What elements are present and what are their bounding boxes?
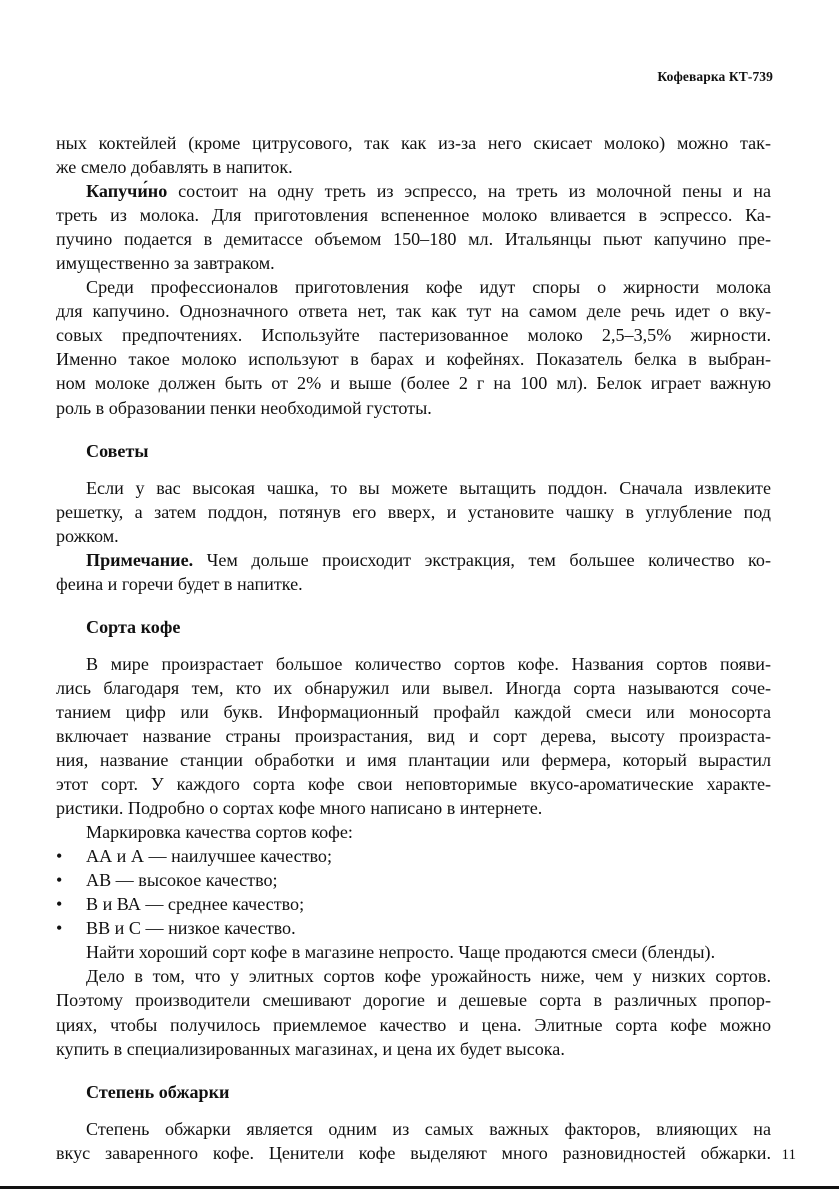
text-line: ния, название станции обработки и имя плантации или фермера, который вырастил: [56, 749, 771, 770]
paragraph-elite: [56, 964, 771, 1060]
paragraph-note: [56, 548, 771, 596]
page-number: 11: [781, 1147, 796, 1163]
text-segment: состоит на одну треть из эспрессо, на треть из молочной пены и на: [167, 181, 771, 202]
text-line: Именно такое молоко используют в барах и кофейнях. Показатель белка в выбран-: [56, 349, 771, 370]
section-heading-tips: Советы: [86, 440, 149, 461]
text-line: решетку, а затем поддон, потянув его вверх, и установите чашку в углубление под: [56, 501, 771, 522]
paragraph-cappuccino: [56, 179, 771, 275]
bullet-icon: •: [56, 918, 63, 939]
text-line: включает название страны произрастания, вид и сорт дерева, высоту произраста-: [56, 725, 771, 746]
text-line: этот сорт. У каждого сорта кофе свои неповторимые вкусо-ароматические характе-: [56, 774, 771, 795]
list-item-text: ВВ и С — низкое качество.: [86, 918, 296, 939]
text-line: Поэтому производители смешивают дорогие и дешевые сорта в различных пропор-: [56, 990, 771, 1011]
text-line: Степень обжарки является одним из самых важных факторов, влияющих на: [86, 1118, 771, 1139]
text-segment: Чем дольше происходит экстракция, тем большее количество ко-: [193, 549, 771, 570]
list-item: [56, 892, 771, 916]
term-cappuccino: Капучи́но: [86, 181, 168, 202]
paragraph-marking: [56, 820, 771, 844]
text-line: пучино подается в демитассе объемом 150–180 мл. Итальянцы пьют капучино пре-: [56, 229, 771, 250]
text-line: [56, 548, 771, 572]
text-line: [56, 179, 771, 203]
list-item-text: АА и А — наилучшее качество;: [86, 846, 332, 867]
paragraph-continuation: [56, 131, 771, 179]
paragraph-blends: [56, 940, 771, 964]
text-line: ристики. Подробно о сортах кофе много написано в интернете.: [56, 798, 543, 819]
text-line: рожком.: [56, 525, 119, 546]
list-item: [56, 868, 771, 892]
bullet-icon: •: [56, 846, 63, 867]
text-line: совых предпочтениях. Используйте пастеризованное молоко 2,5–3,5% жирности.: [56, 325, 771, 346]
paragraph-sorts: [56, 652, 771, 820]
paragraph-roast: [56, 1117, 771, 1165]
text-line: ных коктейлей (кроме цитрусового, так как из-за него скисает молоко) можно так-: [56, 133, 771, 153]
text-line: лись благодаря тем, кто их обнаружил или вывел. Иногда сорта называются соче-: [56, 677, 771, 698]
list-item-text: В и ВА — среднее качество;: [86, 894, 305, 915]
text-line: танием цифр или букв. Информационный профайл каждой смеси или моносорта: [56, 701, 771, 722]
text-line: В мире произрастает большое количество сортов кофе. Названия сортов появи-: [86, 653, 771, 674]
text-line: Если у вас высокая чашка, то вы можете вытащить поддон. Сначала извлеките: [86, 477, 771, 498]
note-label: Примечание.: [86, 549, 194, 570]
text-line: Найти хороший сорт кофе в магазине непросто. Чаще продаются смеси (бленды).: [86, 942, 716, 963]
text-line: купить в специализированных магазинах, и цена их будет высока.: [56, 1038, 565, 1059]
list-item: [56, 916, 771, 940]
text-line: треть из молока. Для приготовления вспененное молоко вливается в эспрессо. Ка-: [56, 205, 771, 226]
text-line: вкус заваренного кофе. Ценители кофе выделяют много разновидностей обжарки.: [56, 1142, 771, 1163]
page-content: [56, 131, 771, 1165]
text-line: для капучино. Однозначного ответа нет, так как тут на самом деле речь идет о вку-: [56, 301, 771, 322]
text-line: ном молоке должен быть от 2% и выше (более 2 г на 100 мл). Белок играет важную: [56, 373, 771, 394]
text-line: роль в образовании пенки необходимой густоты.: [56, 397, 432, 418]
quality-grade-list: [56, 844, 771, 940]
list-item: [56, 844, 771, 868]
text-line: феина и горечи будет в напитке.: [56, 573, 303, 594]
paragraph-tips: [56, 476, 771, 548]
bullet-icon: •: [56, 894, 63, 915]
list-item-text: АВ — высокое качество;: [86, 870, 278, 891]
text-line: циях, чтобы получилось приемлемое качество и цена. Элитные сорта кофе можно: [56, 1014, 771, 1035]
bullet-icon: •: [56, 870, 63, 891]
paragraph-milk: [56, 275, 771, 419]
text-line: же смело добавлять в напиток.: [56, 157, 293, 178]
running-header: Кофеварка КТ-739: [657, 69, 773, 84]
text-line: Среди профессионалов приготовления кофе идут споры о жирности молока: [86, 277, 771, 298]
section-heading-roast: Степень обжарки: [86, 1081, 230, 1102]
text-line: имущественно за завтраком.: [56, 253, 275, 274]
section-heading-coffee-sorts: Сорта кофе: [86, 616, 181, 637]
text-line: Дело в том, что у элитных сортов кофе урожайность ниже, чем у низких сортов.: [86, 966, 771, 987]
text-line: Маркировка качества сортов кофе:: [86, 822, 353, 843]
